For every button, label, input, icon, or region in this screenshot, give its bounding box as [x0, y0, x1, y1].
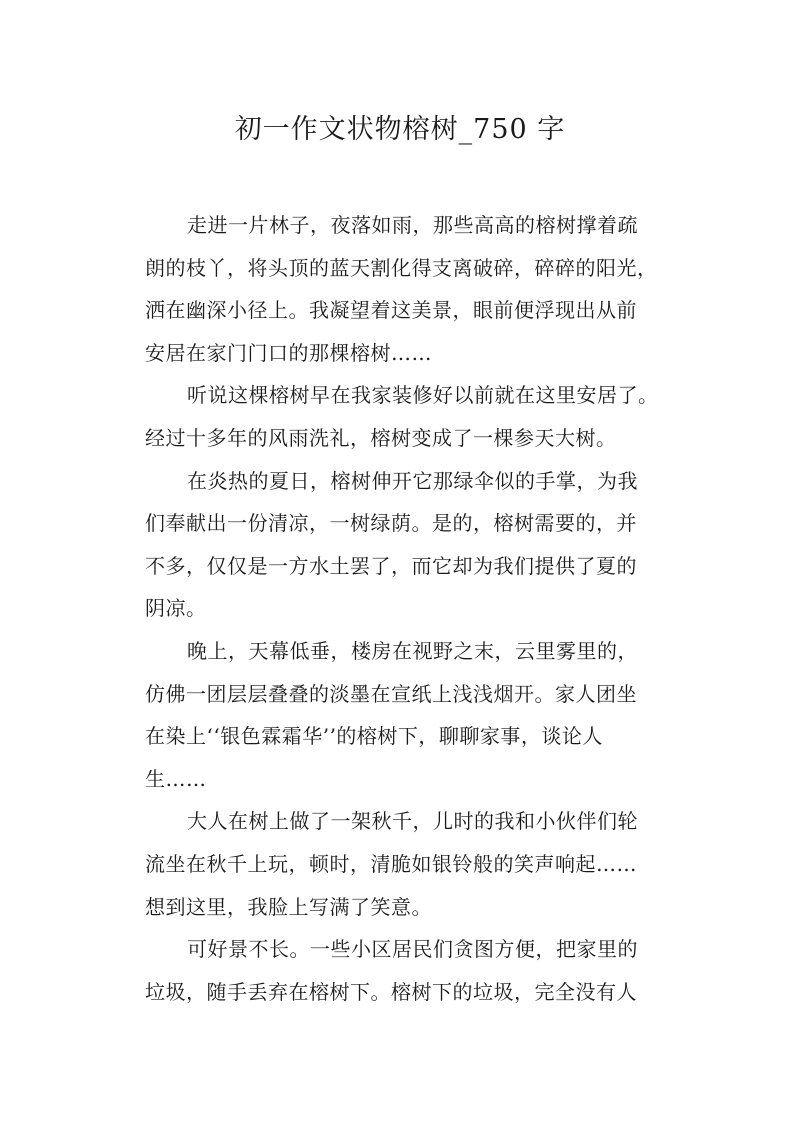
paragraph-2-line-2: 经过十多年的风雨洗礼，榕树变成了一棵参天大树。 — [145, 425, 617, 450]
paragraph-4-line-2: 仿佛一团层层叠叠的淡墨在宣纸上浅浅烟开。家人团坐 — [145, 681, 637, 706]
paragraph-5-line-2: 流坐在秋千上玩，顿时，清脆如银铃般的笑声响起…… — [145, 851, 637, 876]
paragraph-4-line-4: 生…… — [145, 766, 207, 791]
document-title: 初一作文状物榕树_750 字 — [234, 114, 566, 145]
paragraph-3-line-4: 阴凉。 — [145, 596, 207, 621]
document-body — [145, 204, 665, 1013]
paragraph-5-line-3: 想到这里，我脸上写满了笑意。 — [145, 894, 432, 919]
paragraph-6-line-1: 可好景不长。一些小区居民们贪图方便，把家里的 — [187, 937, 638, 962]
paragraph-1-line-3: 洒在幽深小径上。我凝望着这美景，眼前便浮现出从前 — [145, 298, 637, 323]
paragraph-4-line-1: 晚上，天幕低垂，楼房在视野之末，云里雾里的， — [187, 638, 638, 663]
paragraph-5-line-1: 大人在树上做了一架秋千，儿时的我和小伙伴们轮 — [187, 809, 638, 834]
paragraph-6-line-2: 垃圾，随手丢弃在榕树下。榕树下的垃圾，完全没有人 — [145, 979, 637, 1004]
paragraph-3-line-2: 们奉献出一份清凉，一树绿荫。是的，榕树需要的，并 — [145, 511, 637, 536]
paragraph-2-line-1: 听说这棵榕树早在我家装修好以前就在这里安居了。 — [187, 383, 659, 408]
paragraph-4-line-3: 在染上‘‘银色霖霜华’’的榕树下，聊聊家事，谈论人 — [145, 724, 603, 749]
paragraph-1-line-2: 朗的枝丫，将头顶的蓝天割化得支离破碎，碎碎的阳光， — [145, 255, 658, 280]
paragraph-3-line-1: 在炎热的夏日，榕树伸开它那绿伞似的手掌，为我 — [187, 468, 638, 493]
paragraph-1-line-4: 安居在家门门口的那棵榕树…… — [145, 340, 432, 365]
paragraph-1-line-1: 走进一片林子，夜落如雨，那些高高的榕树撑着疏 — [187, 213, 638, 237]
paragraph-3-line-3: 不多，仅仅是一方水土罢了，而它却为我们提供了夏的 — [145, 553, 637, 578]
